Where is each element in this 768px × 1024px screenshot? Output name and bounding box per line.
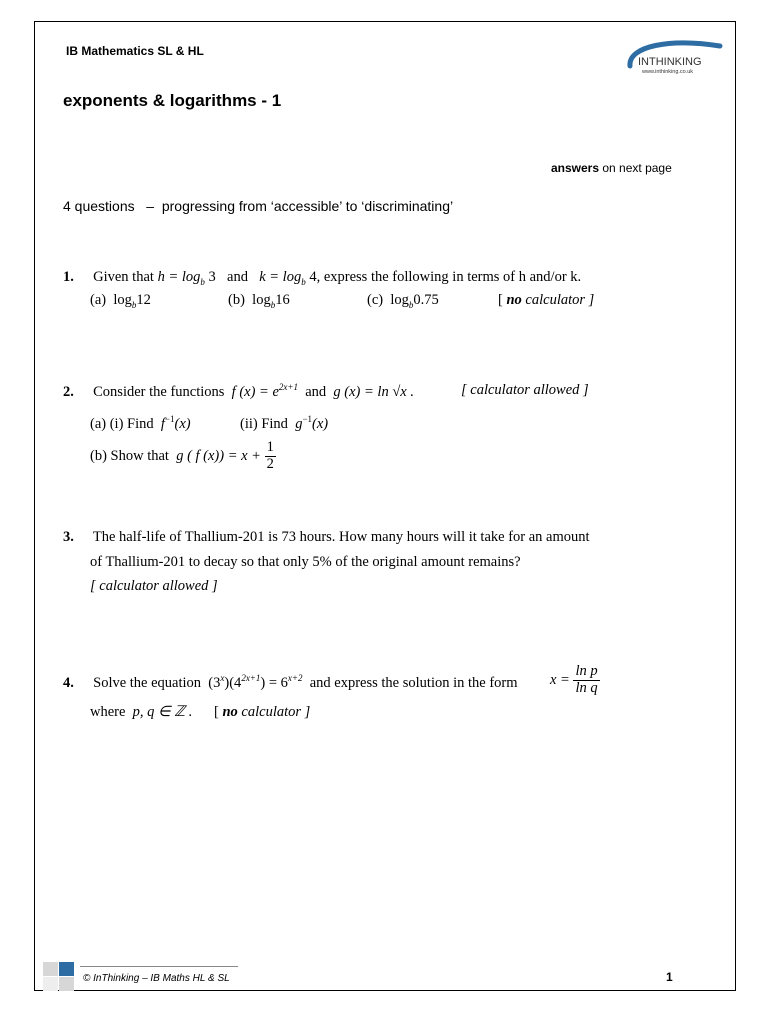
question-number: 1. [63, 269, 74, 285]
question-number: 2. [63, 383, 74, 400]
q3-line-2: of Thallium-201 to decay so that only 5% of the original amount remains? [90, 554, 521, 570]
answers-note: answers on next page [551, 161, 672, 175]
q1-part-a: (a) $\log_b12$ [90, 292, 151, 310]
question-1: 1. Given that $h = \log_b 3$ and $k = \log_b 4$, express the following in terms of h and/or k. [63, 269, 582, 287]
question-2: 2. Consider the functions f $(x) = e^{2x+1}$ and g (x) = ln √x . [63, 382, 414, 400]
footer-copyright: © InThinking – IB Maths HL & SL [83, 973, 230, 984]
q4-where: where p, q ∈ ℤ . [90, 704, 193, 720]
fraction-lnp-lnq: $\frac{\text{ln p}}{\text{ln q}}$ [575, 663, 598, 696]
fraction-one-half: $\frac{1}{2}$ [266, 439, 274, 472]
question-4: 4. Solve the equation $(3^x)(4^{2x+1}) = 6^{x+2}$ and express the solution in the form [63, 673, 518, 691]
question-number: 3. [63, 529, 74, 545]
inthinking-logo [620, 36, 726, 80]
footer-divider [80, 966, 238, 967]
q4-form: x = $\frac{\text{ln p}}{\text{ln q}}$ [550, 663, 598, 696]
q2-part-a: (a) (i) Find $f^{-1}(x)$ [90, 414, 191, 432]
footer-squares-decoration [43, 962, 77, 992]
course-header: IB Mathematics SL & HL [66, 44, 204, 58]
page-number: 1 [666, 970, 673, 984]
q2-part-b: (b) Show that g ( f (x)) = x + $\frac{1}{2}$ [90, 439, 274, 472]
q1-part-c: (c) $\log_b0.75$ [367, 292, 439, 310]
subtitle: 4 questions – progressing from ‘accessible’ to ‘discriminating’ [63, 198, 454, 214]
logo-url: www.inthinking.co.uk [642, 69, 694, 75]
q2-part-a-ii: (ii) Find $g^{-1}(x)$ [240, 414, 329, 432]
question-3: 3. The half-life of Thallium-201 is 73 hours. How many hours will it take for an amount [63, 529, 590, 545]
q2-calculator-note: [ calculator allowed ] [461, 382, 589, 398]
q1-calculator-note: [ no calculator ] [498, 292, 595, 308]
logo-text: INTHINKING [638, 56, 702, 68]
question-number: 4. [63, 674, 74, 691]
q4-calculator-note: [ no calculator ] [214, 704, 311, 720]
q3-calculator-note: [ calculator allowed ] [90, 578, 218, 594]
q1-part-b: (b) $\log_b16$ [228, 292, 290, 310]
document-title: exponents & logarithms - 1 [63, 91, 282, 110]
